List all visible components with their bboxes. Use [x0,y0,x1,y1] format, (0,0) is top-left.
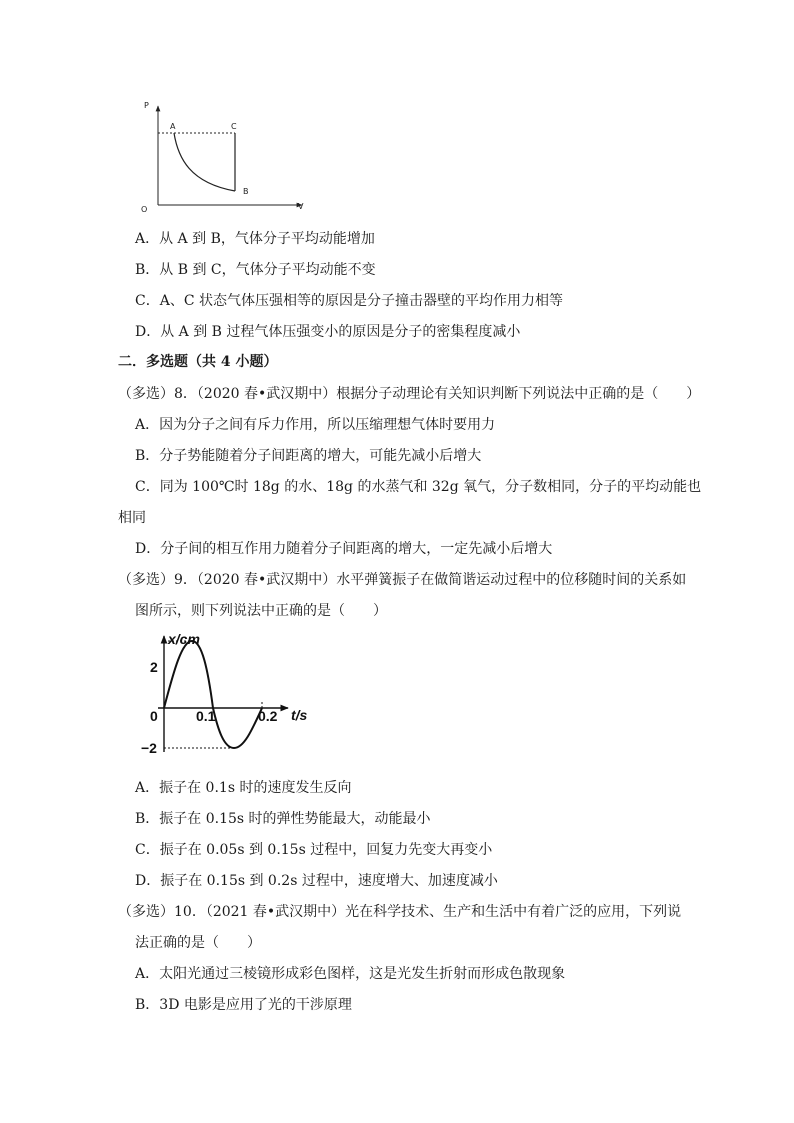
q10-option-a: A．太阳光通过三棱镜形成彩色图样，这是光发生折射而形成色散现象 [135,966,566,982]
q8-option-a: A．因为分子之间有斥力作用，所以压缩理想气体时要用力 [135,417,496,433]
xt-graph [138,630,328,760]
q8-option-b: B．分子势能随着分子间距离的增大，可能先减小后增大 [135,448,482,464]
q7-option-a: A．从 A 到 B，气体分子平均动能增加 [135,231,375,247]
q7-option-b: B．从 B 到 C，气体分子平均动能不变 [135,262,376,278]
q10-stem-line1: （多选）10．（2021 春•武汉期中）光在科学技术、生产和生活中有着广泛的应用，下列说 [118,904,682,920]
sine-wave-curve [164,641,262,748]
axis-v-label: V [298,202,304,211]
q9-option-a: A．振子在 0.1s 时的速度发生反向 [135,780,352,796]
tick-neg2: −2 [141,740,157,756]
point-c-label: C [231,122,237,131]
q8-stem: （多选）8．（2020 春•武汉期中）根据分子动理论有关知识判断下列说法中正确的是（ ） [118,386,701,402]
q9-stem-line1: （多选）9．（2020 春•武汉期中）水平弹簧振子在做简谐运动过程中的位移随时间的关系如 [118,572,687,588]
q8-option-d: D．分子间的相互作用力随着分子间距离的增大，一定先减小后增大 [135,541,553,557]
section-heading: 二．多选题（共 4 小题） [118,354,278,370]
tick-0-2: 0.2 [258,708,278,724]
pv-diagram [140,98,310,216]
graph-y-label: x/cm [168,631,200,647]
tick-0-1: 0.1 [196,708,216,724]
q10-option-b: B．3D 电影是应用了光的干涉原理 [135,997,352,1013]
origin-label: O [141,205,148,214]
q9-option-c: C．振子在 0.05s 到 0.15s 过程中，回复力先变大再变小 [135,842,493,858]
q7-option-d: D．从 A 到 B 过程气体压强变小的原因是分子的密集程度减小 [135,324,521,340]
graph-x-label: t/s [291,707,308,723]
tick-2: 2 [150,659,158,675]
q9-option-d: D．振子在 0.15s 到 0.2s 过程中，速度增大、加速度减小 [135,873,498,889]
point-b-label: B [243,187,249,196]
point-a-label: A [170,122,176,131]
tick-0: 0 [150,708,158,724]
axis-p-label: P [144,101,149,110]
q8-option-c-continued: 相同 [118,510,146,526]
isotherm-curve-ab [174,133,235,191]
q10-stem-line2: 法正确的是（ ） [135,935,261,951]
q9-option-b: B．振子在 0.15s 时的弹性势能最大，动能最小 [135,811,431,827]
q8-option-c: C．同为 100℃时 18g 的水、18g 的水蒸气和 32g 氧气，分子数相同，分子的平均动能也 [135,479,702,495]
q9-stem-line2: 图所示，则下列说法中正确的是（ ） [135,603,387,619]
q7-option-c: C．A、C 状态气体压强相等的原因是分子撞击器壁的平均作用力相等 [135,293,563,309]
